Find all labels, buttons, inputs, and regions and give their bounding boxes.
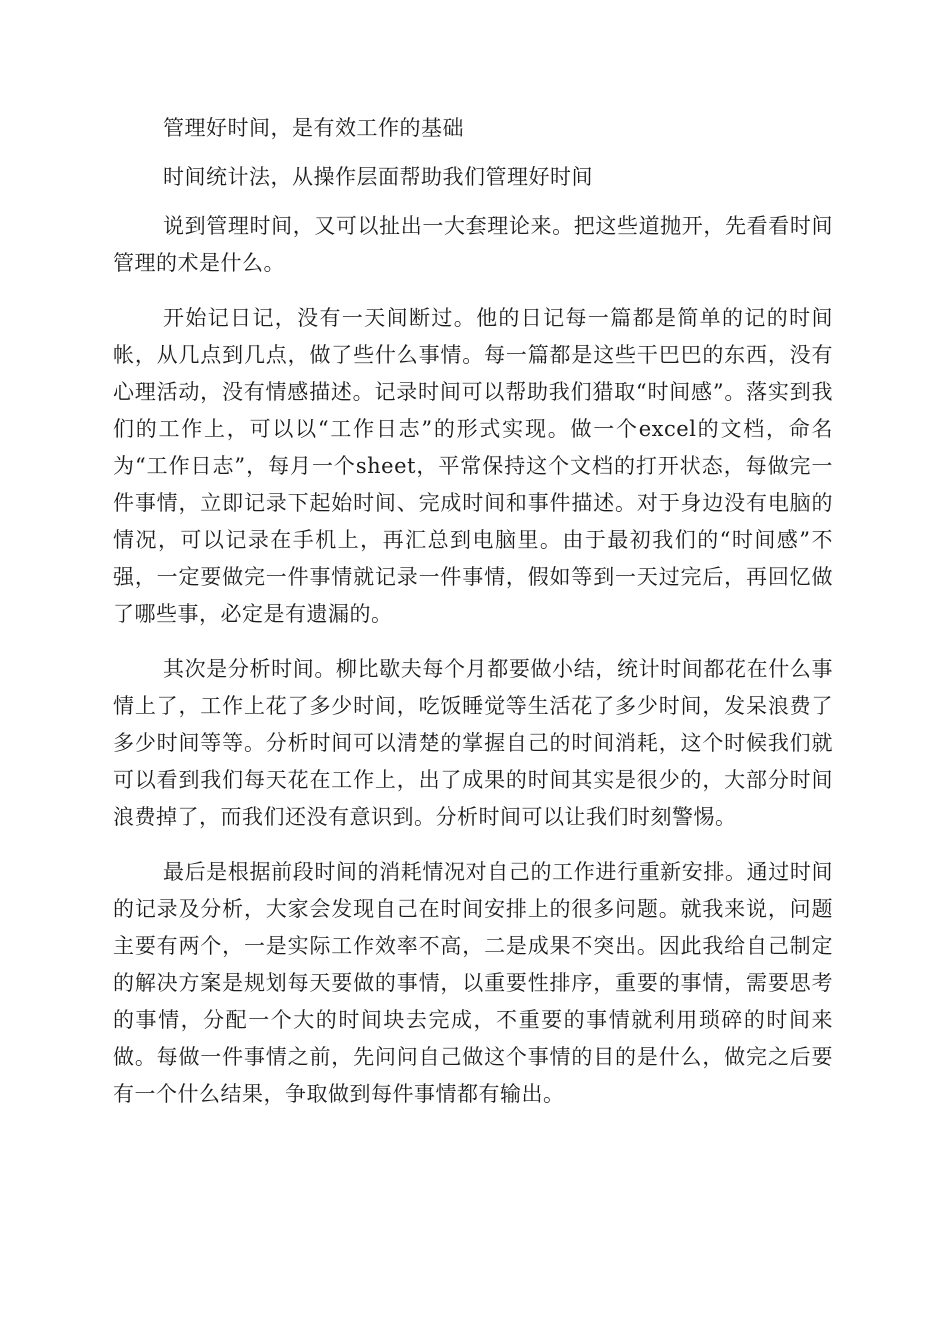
document-page <box>113 110 833 1131</box>
paragraph-diary-recording: 开始记日记，没有一天间断过。他的日记每一篇都是简单的记的时间帐，从几点到几点，做了些什么事情。每一篇都是这些干巴巴的东西，没有心理活动，没有情感描述。记录时间可以帮助我们猎取“时间感”。落实到我们的工作上，可以以“工作日志”的形式实现。做一个excel的文档，命名为“工作日志”，每月一个sheet，平常保持这个文档的打开状态，每做完一件事情，立即记录下起始时间、完成时间和事件描述。对于身边没有电脑的情况，可以记录在手机上，再汇总到电脑里。由于最初我们的“时间感”不强，一定要做完一件事情就记录一件事情，假如等到一天过完后，再回忆做了哪些事，必定是有遗漏的。 <box>113 306 833 626</box>
paragraph-time-analysis: 其次是分析时间。柳比歇夫每个月都要做小结，统计时间都花在什么事情上了，工作上花了多少时间，吃饭睡觉等生活花了多少时间，发呆浪费了多少时间等等。分析时间可以清楚的掌握自己的时间消耗，这个时候我们就可以看到我们每天花在工作上，出了成果的时间其实是很少的，大部分时间浪费掉了，而我们还没有意识到。分析时间可以让我们时刻警惕。 <box>113 657 833 829</box>
paragraph-rearrangement: 最后是根据前段时间的消耗情况对自己的工作进行重新安排。通过时间的记录及分析，大家会发现自己在时间安排上的很多问题。就我来说，问题主要有两个，一是实际工作效率不高，二是成果不突出。因此我给自己制定的解决方案是规划每天要做的事情，以重要性排序，重要的事情，需要思考的事情，分配一个大的时间块去完成，不重要的事情就利用琐碎的时间来做。每做一件事情之前，先问问自己做这个事情的目的是什么，做完之后要有一个什么结果，争取做到每件事情都有输出。 <box>113 860 833 1106</box>
paragraph-intro: 说到管理时间，又可以扯出一大套理论来。把这些道抛开，先看看时间管理的术是什么。 <box>113 214 833 275</box>
heading-time-statistics-method: 时间统计法，从操作层面帮助我们管理好时间 <box>163 165 593 189</box>
heading-time-management-foundation: 管理好时间，是有效工作的基础 <box>163 116 464 140</box>
